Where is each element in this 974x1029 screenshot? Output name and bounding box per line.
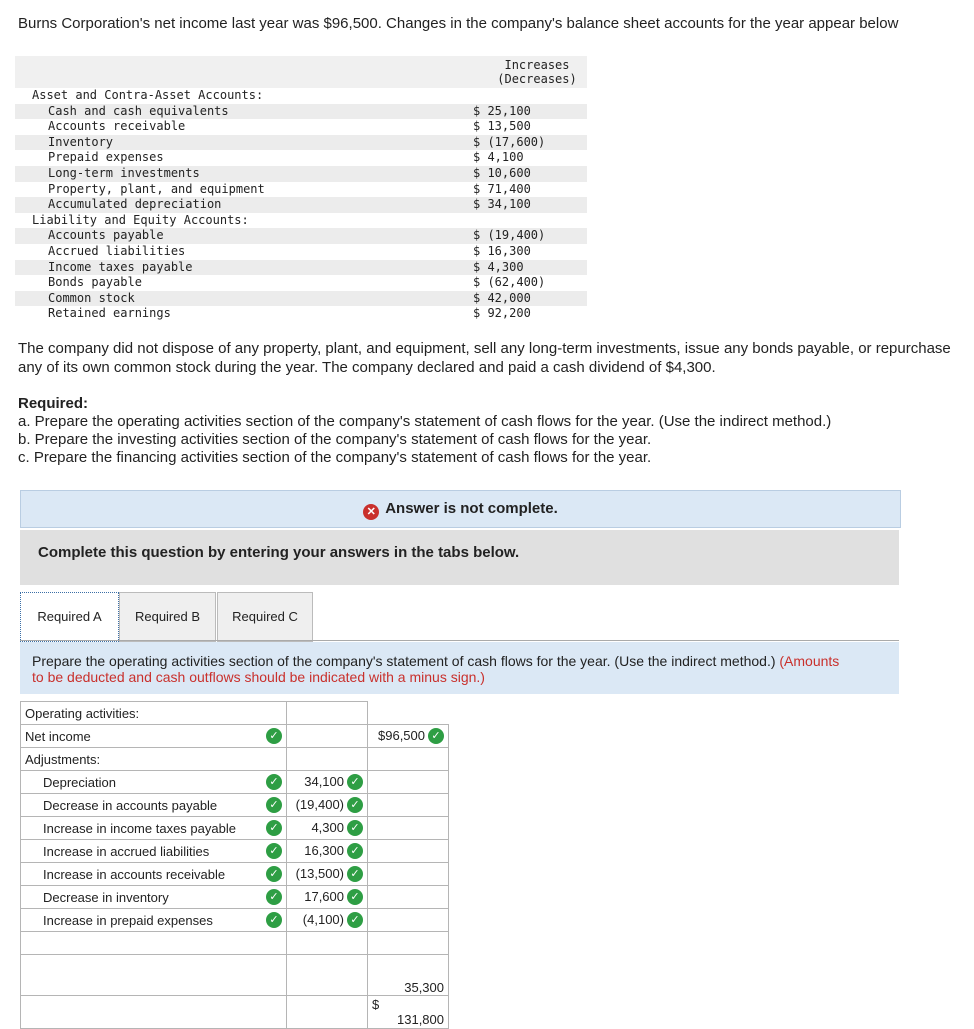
ledger-amount: $ 71,400 (473, 181, 531, 196)
adjustment-value[interactable]: 34,100 (304, 773, 344, 789)
ledger-amount: $ (17,600) (473, 134, 546, 149)
adjustment-value[interactable]: 16,300 (304, 842, 344, 858)
check-icon: ✓ (347, 797, 363, 813)
table-row (21, 702, 449, 725)
tab-required-b[interactable]: Required B (119, 592, 216, 642)
adjustment-value[interactable]: (13,500) (295, 865, 344, 881)
table-row (21, 863, 449, 886)
ledger-label: Property, plant, and equipment (48, 181, 265, 196)
table-row (21, 725, 449, 748)
adjustment-value[interactable]: (19,400) (295, 796, 344, 812)
tab-required-c[interactable]: Required C (217, 592, 313, 642)
ledger-row (15, 166, 587, 182)
ledger-label: Liability and Equity Accounts: (32, 212, 249, 227)
check-icon: ✓ (347, 843, 363, 859)
table-row (21, 932, 449, 955)
adjustment-value[interactable]: (4,100) (302, 911, 344, 927)
ops-title: Operating activities: (21, 702, 287, 725)
table-row (21, 886, 449, 909)
adjustments-label: Adjustments: (21, 748, 287, 771)
prompt-note: (Amounts to be deducted and cash outflows should be indicated with a minus sign.) (32, 653, 840, 685)
required-c: c. Prepare the financing activities section of the company's statement of cash flows for the year. (18, 449, 652, 466)
instruction-text: Complete this question by entering your answers in the tabs below. (38, 544, 520, 561)
check-icon: ✓ (428, 728, 444, 744)
net-cash-value: 131,800 (397, 1012, 444, 1027)
ledger-amount: $ 16,300 (473, 243, 531, 258)
ledger-label: Prepaid expenses (48, 150, 164, 165)
check-icon: ✓ (266, 797, 282, 813)
ledger-row (15, 150, 587, 166)
ledger-label: Common stock (48, 290, 135, 305)
ledger-row (15, 244, 587, 260)
ledger-amount: $ 92,200 (473, 306, 531, 321)
adjustment-label[interactable]: Increase in accounts receivable (43, 866, 226, 882)
ledger-amount: $ 25,100 (473, 103, 531, 118)
ledger-header (15, 56, 587, 88)
check-icon: ✓ (347, 866, 363, 882)
check-icon: ✓ (266, 843, 282, 859)
ledger-amount: $ 10,600 (473, 165, 531, 180)
ledger-row (15, 182, 587, 198)
adjustment-label[interactable]: Depreciation (43, 774, 116, 790)
check-icon: ✓ (266, 774, 282, 790)
ledger-amount: $ 4,300 (473, 259, 524, 274)
adjustment-label[interactable]: Decrease in accounts payable (43, 797, 218, 813)
check-icon: ✓ (347, 774, 363, 790)
ledger-amount: $ 13,500 (473, 119, 531, 134)
ledger-header-label: Increases (Decreases) (497, 58, 577, 86)
ledger-label: Bonds payable (48, 275, 142, 290)
ledger-amount: $ (62,400) (473, 275, 546, 290)
ledger-row (15, 119, 587, 135)
ledger-label: Accrued liabilities (48, 243, 186, 258)
ledger-label: Accounts receivable (48, 119, 186, 134)
ledger-row (15, 197, 587, 213)
ledger-row (15, 213, 587, 229)
table-row (21, 909, 449, 932)
adjustment-label[interactable]: Increase in income taxes payable (43, 820, 236, 836)
table-row (21, 817, 449, 840)
answer-status-banner (20, 490, 901, 528)
check-icon: ✓ (266, 866, 282, 882)
ledger-row (15, 306, 587, 322)
tab-divider (20, 640, 899, 641)
tab-prompt (20, 642, 899, 694)
check-icon: ✓ (347, 889, 363, 905)
table-row (21, 955, 449, 996)
prompt-text: Prepare the operating activities section of the company's statement of cash flows for the year. (Use the indirect method.) (32, 653, 776, 669)
adjustment-label[interactable]: Increase in accrued liabilities (43, 843, 210, 859)
ledger-label: Retained earnings (48, 306, 171, 321)
ledger-label: Accumulated depreciation (48, 197, 222, 212)
ledger-amount: $ 42,000 (473, 290, 531, 305)
net-income-value[interactable]: $96,500 (378, 727, 425, 743)
ledger-label: Accounts payable (48, 228, 164, 243)
instruction-bar (20, 530, 899, 585)
ledger-amount: $ 34,100 (473, 197, 531, 212)
ledger-label: Asset and Contra-Asset Accounts: (32, 88, 264, 102)
ledger-amount: $ (19,400) (473, 228, 546, 243)
total-adjustments[interactable]: 35,300 (368, 955, 449, 996)
required-a: a. Prepare the operating activities section of the company's statement of cash flows for the year. (Use the indirect method.) (18, 413, 832, 430)
balance-sheet-changes-table (15, 56, 587, 322)
tab-required-a[interactable]: Required A (20, 592, 119, 642)
check-icon: ✓ (266, 728, 282, 744)
adjustment-value[interactable]: 17,600 (304, 888, 344, 904)
ledger-row (15, 275, 587, 291)
check-icon: ✓ (266, 912, 282, 928)
check-icon: ✓ (347, 912, 363, 928)
adjustment-label[interactable]: Increase in prepaid expenses (43, 912, 213, 928)
problem-paragraph: The company did not dispose of any property, plant, and equipment, sell any long-term investments, issue any bonds payable, or repurchase any of its own common stock during the year. The company declared and paid a cash dividend of $4,300. (18, 340, 951, 376)
adjustment-label[interactable]: Decrease in inventory (43, 889, 169, 905)
check-icon: ✓ (266, 889, 282, 905)
net-income-label[interactable]: Net income (25, 728, 91, 744)
required-section (18, 395, 831, 467)
table-row (21, 748, 449, 771)
ledger-row (15, 228, 587, 244)
answer-status-text: Answer is not complete. (385, 500, 558, 517)
problem-intro: Burns Corporation's net income last year was $96,500. Changes in the company's balance sheet accounts for the year appear below (18, 15, 899, 32)
ledger-amount: $ 4,100 (473, 150, 524, 165)
table-row (21, 794, 449, 817)
ledger-label: Cash and cash equivalents (48, 103, 229, 118)
ledger-row (15, 260, 587, 276)
ledger-row (15, 88, 587, 104)
ledger-label: Income taxes payable (48, 259, 193, 274)
adjustment-value[interactable]: 4,300 (311, 819, 344, 835)
table-row (21, 771, 449, 794)
operating-activities-table (20, 701, 449, 1029)
required-title: Required: (18, 395, 89, 412)
x-circle-icon: ✕ (363, 504, 379, 520)
ledger-label: Inventory (48, 134, 114, 149)
ledger-row (15, 291, 587, 307)
check-icon: ✓ (266, 820, 282, 836)
net-cash-symbol: $ (372, 997, 380, 1012)
check-icon: ✓ (347, 820, 363, 836)
ledger-row (15, 104, 587, 120)
ledger-label: Long-term investments (48, 165, 200, 180)
table-row (21, 840, 449, 863)
required-b: b. Prepare the investing activities section of the company's statement of cash flows for the year. (18, 431, 652, 448)
ledger-row (15, 135, 587, 151)
